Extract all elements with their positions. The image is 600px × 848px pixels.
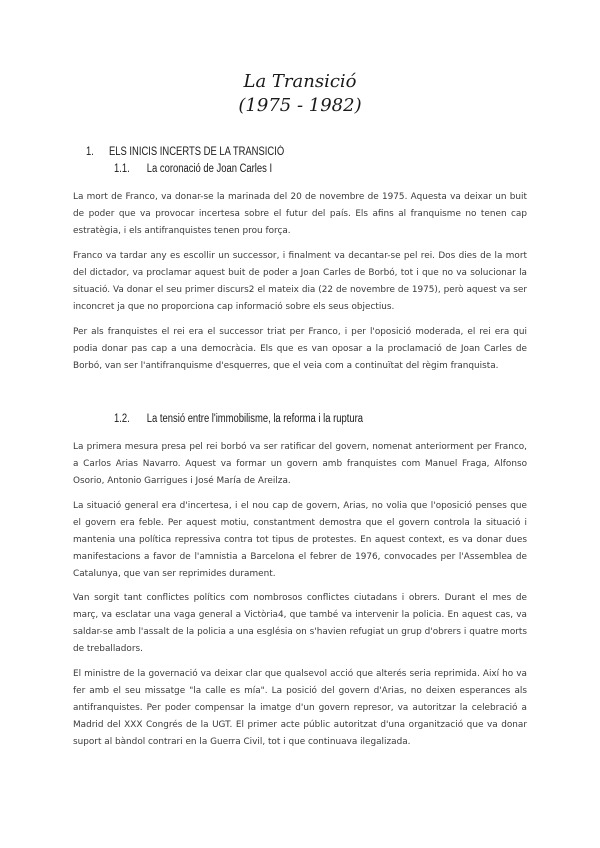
- paragraph: La situació general era d'incertesa, i el nou cap de govern, Arias, no volia que l'oposició penses que el govern era feble. Per aquest motiu, constantment demostra que el govern controla la situació i mantenia una política repressiva contra tot tipus de protestes. En aquest context, es va donar dues manifestacions a favor de l'amnistia a Barcelona el febrer de 1976, convocades per l'Assemblea de Catalunya, que van ser reprimides durament.: [73, 501, 527, 579]
- subsection-heading: [114, 163, 272, 175]
- subsection-heading: [114, 413, 363, 425]
- section-heading: [86, 146, 284, 158]
- subsection-title: La tensió entre l'immobilisme, la reforma i la ruptura: [146, 413, 363, 425]
- subsection-number: 1.1.: [114, 163, 130, 175]
- paragraph: Van sorgit tant conflictes polítics com nombrosos conflictes ciutadans i obrers. Durant el mes de març, va esclatar una vaga general a Victòria4, que també va intervenir la policia. En aquest cas, va saldar-se amb l'assalt de la policia a una església on s'havien refugiat un grup d'obrers i quatre morts de treballadors.: [73, 593, 527, 654]
- document-subtitle: (1975 - 1982): [238, 95, 362, 116]
- paragraph: La mort de Franco, va donar-se la marinada del 20 de novembre de 1975. Aquesta va deixar un buit de poder que va provocar incertesa sobre el futur del país. Els afins al franquisme no tenen cap estratègia, i els antifranquistes tenen prou força.: [73, 192, 527, 236]
- document-title: La Transició: [243, 71, 357, 92]
- paragraph: Per als franquistes el rei era el successor triat per Franco, i per l'oposició moderada, el rei era qui podia donar pas cap a una democràcia. Els que es van oposar a la proclamació de Joan Carles de Borbó, van ser l'antifranquisme d'esquerres, que el veia com a continuïtat del règim franquista.: [73, 327, 527, 371]
- subsection-number: 1.2.: [114, 413, 130, 425]
- subsection-title: La coronació de Joan Carles I: [146, 163, 273, 175]
- paragraph: El ministre de la governació va deixar clar que qualsevol acció que alterés seria reprimida. Així ho va fer amb el seu missatge "la calle es mía". La posició del govern d'Arias, no deixen esperances als antifranquistes. Per poder compensar la imatge d'un govern represor, va autoritzar la celebració a Madrid del XXX Congrés de la UGT. El primer acte públic autoritzat d'una organització que va donar suport al bàndol contrari en la Guerra Civil, tot i que continuava ilegalizada.: [73, 669, 527, 747]
- paragraph: La primera mesura presa pel rei borbó va ser ratificar del govern, nomenat anteriorment per Franco, a Carlos Arias Navarro. Aquest va formar un govern amb franquistes com Manuel Fraga, Alfonso Osorio, Antonio Garrigues i José María de Areilza.: [73, 442, 527, 486]
- section-number: 1.: [86, 146, 94, 158]
- section-title: ELS INICIS INCERTS DE LA TRANSICIÓ: [108, 146, 285, 158]
- paragraph: Franco va tardar any es escollir un successor, i finalment va decantar-se pel rei. Dos dies de la mort del dictador, va proclamar aquest buit de poder a Joan Carles de Borbó, tot i que no va solucionar la situació. Va donar el seu primer discurs2 el mateix dia (22 de novembre de 1975), però aquest va ser inconcret ja que no proporciona cap informació sobre els seus objectius.: [73, 251, 527, 312]
